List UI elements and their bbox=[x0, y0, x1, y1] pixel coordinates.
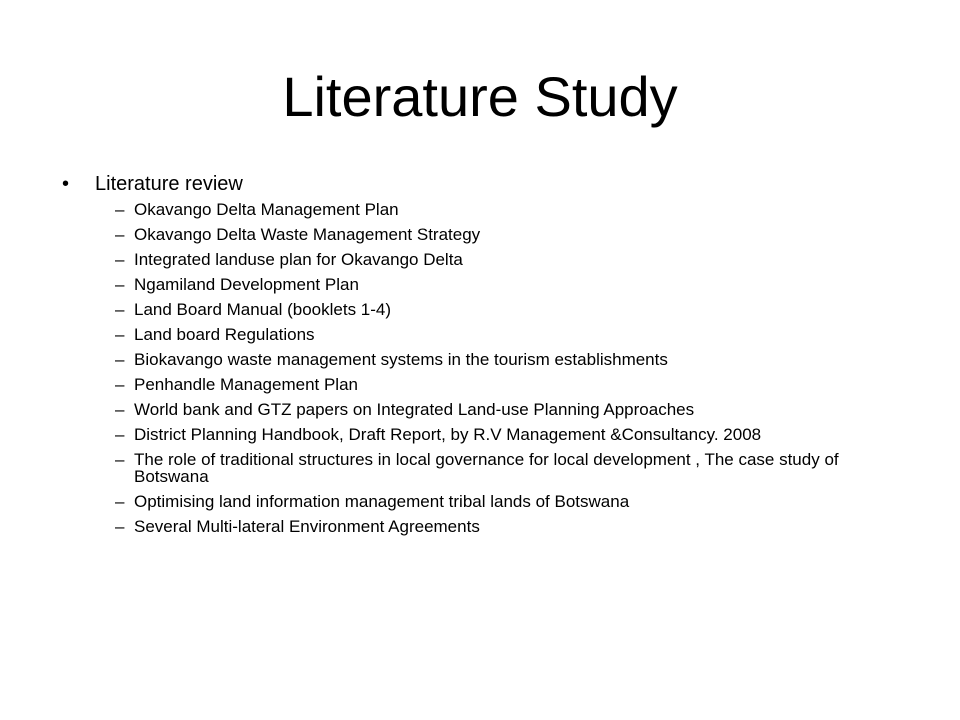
list-item bbox=[115, 451, 915, 485]
dash-icon: – bbox=[115, 492, 125, 511]
list-item bbox=[115, 351, 915, 368]
dash-icon: – bbox=[115, 200, 125, 219]
list-item bbox=[115, 401, 915, 418]
dash-icon: – bbox=[115, 325, 125, 344]
dash-icon: – bbox=[115, 450, 125, 469]
list-item-text: Land board Regulations bbox=[134, 325, 315, 344]
list-item-text: Integrated landuse plan for Okavango Delta bbox=[134, 250, 463, 269]
list-item bbox=[115, 276, 915, 293]
dash-icon: – bbox=[115, 275, 125, 294]
list-item-text: District Planning Handbook, Draft Report, by R.V Management &Consultancy. 2008 bbox=[134, 425, 762, 444]
bullet-icon: • bbox=[62, 173, 70, 195]
dash-icon: – bbox=[115, 375, 125, 394]
list-item bbox=[115, 518, 915, 535]
dash-icon: – bbox=[115, 225, 125, 244]
list-item bbox=[115, 326, 915, 343]
literature-list bbox=[115, 201, 915, 543]
list-item-text: Okavango Delta Management Plan bbox=[134, 200, 399, 219]
list-item-text: Several Multi-lateral Environment Agreements bbox=[134, 517, 480, 536]
dash-icon: – bbox=[115, 250, 125, 269]
slide-title: Literature Study bbox=[282, 65, 678, 128]
list-item bbox=[115, 493, 915, 510]
main-bullet bbox=[62, 170, 902, 198]
list-item-text: Okavango Delta Waste Management Strategy bbox=[134, 225, 481, 244]
dash-icon: – bbox=[115, 425, 125, 444]
dash-icon: – bbox=[115, 300, 125, 319]
dash-icon: – bbox=[115, 517, 125, 536]
list-item-text: The role of traditional structures in local governance for local development , The case study of Botswana bbox=[134, 450, 839, 486]
list-item-text: Penhandle Management Plan bbox=[134, 375, 358, 394]
list-item-text: Biokavango waste management systems in the tourism establishments bbox=[134, 350, 668, 369]
list-item-text: Ngamiland Development Plan bbox=[134, 275, 359, 294]
list-item-text: Optimising land information management tribal lands of Botswana bbox=[134, 492, 630, 511]
dash-icon: – bbox=[115, 400, 125, 419]
list-item bbox=[115, 426, 915, 443]
list-item-text: World bank and GTZ papers on Integrated Land-use Planning Approaches bbox=[134, 400, 695, 419]
dash-icon: – bbox=[115, 350, 125, 369]
list-item-text: Land Board Manual (booklets 1-4) bbox=[134, 300, 392, 319]
bullet-text: Literature review bbox=[95, 173, 243, 195]
list-item bbox=[115, 376, 915, 393]
list-item bbox=[115, 226, 915, 243]
list-item bbox=[115, 301, 915, 318]
list-item bbox=[115, 201, 915, 218]
list-item bbox=[115, 251, 915, 268]
